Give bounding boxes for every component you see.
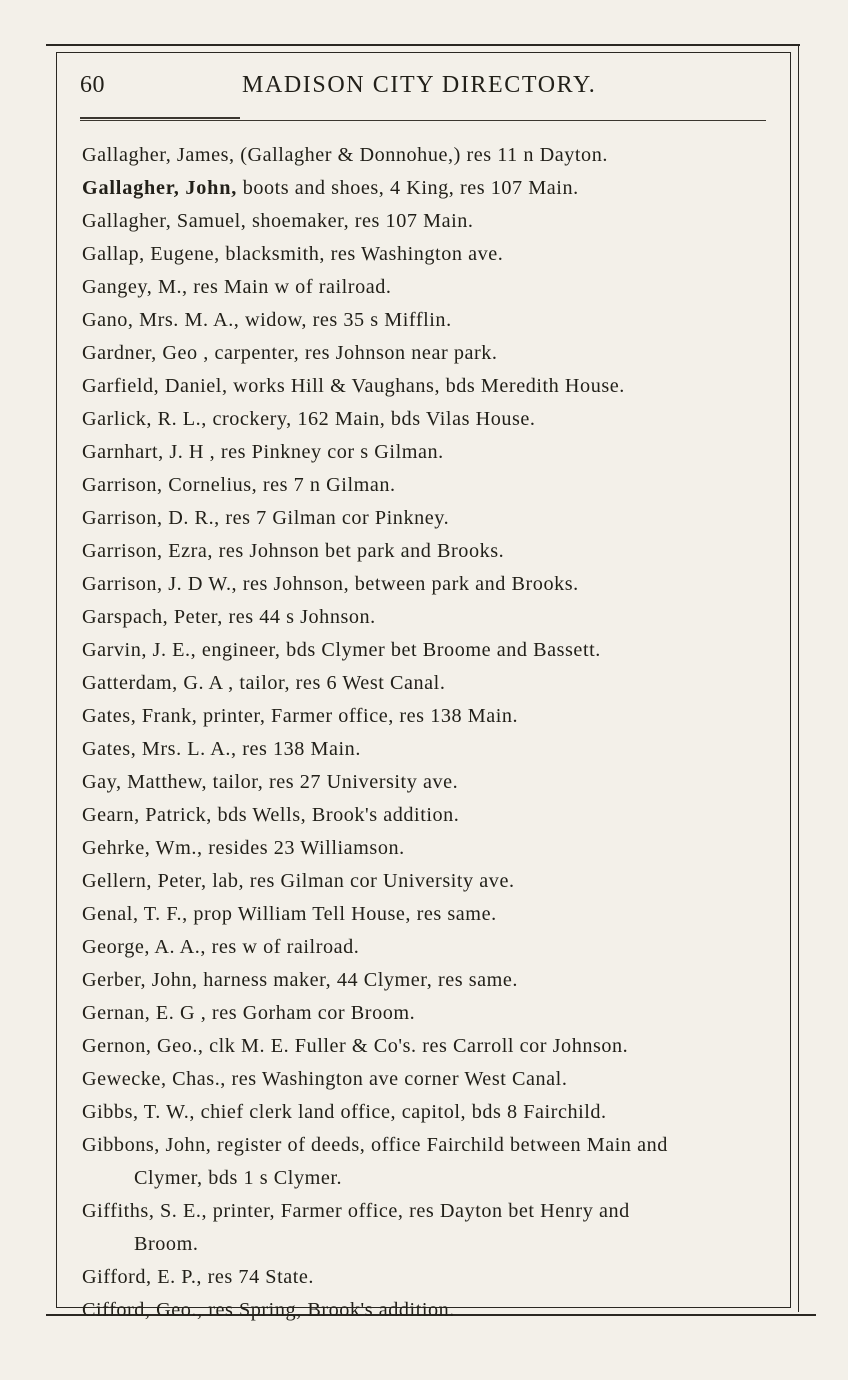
entry-details: res w of railroad. (211, 936, 360, 958)
directory-entry (82, 370, 782, 403)
directory-entry (82, 865, 782, 898)
page-number: 60 (80, 72, 105, 98)
entry-name: Gates, Mrs. L. A., (82, 738, 237, 760)
entry-details: res Pinkney cor s Gilman. (220, 441, 444, 463)
entry-name: Garrison, D. R., (82, 507, 220, 529)
entry-name: Gay, Matthew, (82, 771, 208, 793)
directory-entry (82, 766, 782, 799)
entry-name: Gallagher, John, (82, 177, 238, 199)
directory-entry (82, 568, 782, 601)
directory-entry (82, 1195, 782, 1261)
entry-details: printer, Farmer office, res 138 Main. (202, 705, 519, 727)
directory-entry (82, 964, 782, 997)
entry-name: Gallap, Eugene, (82, 243, 220, 265)
entry-details: res Main w of railroad. (193, 276, 392, 298)
entry-details: crockery, 162 Main, bds Vilas House. (212, 408, 536, 430)
entry-name: Gibbons, John, (82, 1134, 212, 1156)
entry-details: engineer, bds Clymer bet Broome and Bassett. (201, 639, 601, 661)
entry-details: harness maker, 44 Clymer, res same. (203, 969, 519, 991)
header-rule (80, 120, 766, 121)
entry-continuation: Clymer, bds 1 s Clymer. (134, 1167, 343, 1189)
entry-name: Garvin, J. E., (82, 639, 197, 661)
entry-name: Giffiths, S. E., (82, 1200, 208, 1222)
entry-name: Gallagher, Samuel, (82, 210, 247, 232)
directory-entry (82, 931, 782, 964)
directory-entry (82, 832, 782, 865)
directory-entry (82, 1096, 782, 1129)
entry-details: lab, res Gilman cor University ave. (212, 870, 515, 892)
entry-details: res 138 Main. (242, 738, 361, 760)
directory-entry (82, 238, 782, 271)
entry-details: res Spring, Brook's addition. (208, 1299, 455, 1321)
entry-details: bds Wells, Brook's addition. (217, 804, 460, 826)
entry-name: Garrison, Cornelius, (82, 474, 258, 496)
entry-details: (Gallagher & Donnohue,) res 11 n Dayton. (240, 144, 608, 166)
entry-name: Gano, Mrs. M. A., (82, 309, 240, 331)
entry-details: works Hill & Vaughans, bds Meredith House. (233, 375, 625, 397)
entry-name: Garnhart, J. H , (82, 441, 216, 463)
entry-details: tailor, res 27 University ave. (212, 771, 459, 793)
directory-entry (82, 733, 782, 766)
directory-entry (82, 634, 782, 667)
entry-details: resides 23 Williamson. (208, 837, 405, 859)
entry-details: res 44 s Johnson. (228, 606, 376, 628)
entry-name: Garrison, Ezra, (82, 540, 214, 562)
directory-entry (82, 1030, 782, 1063)
entry-name: Gangey, M., (82, 276, 188, 298)
header-rule-accent (80, 117, 240, 119)
directory-entry (82, 436, 782, 469)
entry-details: blacksmith, res Washington ave. (225, 243, 504, 265)
directory-entry (82, 1063, 782, 1096)
entry-details: res 74 State. (207, 1266, 315, 1288)
entry-name: Gallagher, James, (82, 144, 235, 166)
directory-entry (82, 667, 782, 700)
entry-name: Gehrke, Wm., (82, 837, 203, 859)
directory-entry (82, 337, 782, 370)
entry-name: Gates, Frank, (82, 705, 198, 727)
entry-name: Gernan, E. G , (82, 1002, 207, 1024)
page-header (56, 72, 791, 106)
entry-name: Gewecke, Chas., (82, 1068, 226, 1090)
top-border-rule (46, 44, 800, 46)
directory-entry (82, 172, 782, 205)
entry-details: res 7 n Gilman. (262, 474, 396, 496)
entry-details: register of deeds, office Fairchild between Main and (217, 1134, 668, 1156)
entry-details: res Johnson bet park and Brooks. (218, 540, 505, 562)
entry-name: Gernon, Geo., (82, 1035, 204, 1057)
entry-name: Gibbs, T. W., (82, 1101, 195, 1123)
directory-entries (82, 139, 782, 1327)
entry-name: Genal, T. F., (82, 903, 188, 925)
directory-entry (82, 1129, 782, 1195)
entry-name: Gifford, E. P., (82, 1266, 203, 1288)
entry-name: Gellern, Peter, (82, 870, 207, 892)
entry-details: tailor, res 6 West Canal. (239, 672, 446, 694)
entry-name: Garspach, Peter, (82, 606, 223, 628)
entry-details: clk M. E. Fuller & Co's. res Carroll cor Johnson. (209, 1035, 629, 1057)
directory-entry (82, 139, 782, 172)
entry-name: Gatterdam, G. A , (82, 672, 234, 694)
directory-entry (82, 997, 782, 1030)
entry-name: Gerber, John, (82, 969, 198, 991)
entry-details: res Johnson, between park and Brooks. (242, 573, 579, 595)
directory-entry (82, 700, 782, 733)
running-title: MADISON CITY DIRECTORY. (242, 72, 597, 98)
directory-entry (82, 535, 782, 568)
entry-details: printer, Farmer office, res Dayton bet Henry and (212, 1200, 630, 1222)
entry-details: widow, res 35 s Mifflin. (245, 309, 452, 331)
directory-entry (82, 403, 782, 436)
entry-name: Gearn, Patrick, (82, 804, 212, 826)
entry-details: boots and shoes, 4 King, res 107 Main. (242, 177, 579, 199)
directory-entry (82, 469, 782, 502)
entry-name: Cifford, Geo., (82, 1299, 203, 1321)
entry-details: chief clerk land office, capitol, bds 8 Fairchild. (200, 1101, 607, 1123)
directory-entry (82, 502, 782, 535)
directory-entry (82, 205, 782, 238)
entry-details: res 7 Gilman cor Pinkney. (225, 507, 450, 529)
directory-entry (82, 1261, 782, 1294)
entry-name: Garfield, Daniel, (82, 375, 228, 397)
entry-details: prop William Tell House, res same. (193, 903, 497, 925)
entry-details: shoemaker, res 107 Main. (251, 210, 474, 232)
entry-details: res Washington ave corner West Canal. (231, 1068, 568, 1090)
directory-entry (82, 271, 782, 304)
right-border-rule (798, 44, 799, 1312)
directory-entry (82, 1294, 782, 1327)
entry-name: Gardner, Geo , (82, 342, 209, 364)
directory-entry (82, 601, 782, 634)
entry-name: Garrison, J. D W., (82, 573, 238, 595)
directory-entry (82, 304, 782, 337)
entry-name: George, A. A., (82, 936, 206, 958)
entry-continuation: Broom. (134, 1233, 199, 1255)
directory-entry (82, 898, 782, 931)
directory-entry (82, 799, 782, 832)
entry-name: Garlick, R. L., (82, 408, 207, 430)
entry-details: res Gorham cor Broom. (211, 1002, 416, 1024)
entry-details: carpenter, res Johnson near park. (214, 342, 498, 364)
